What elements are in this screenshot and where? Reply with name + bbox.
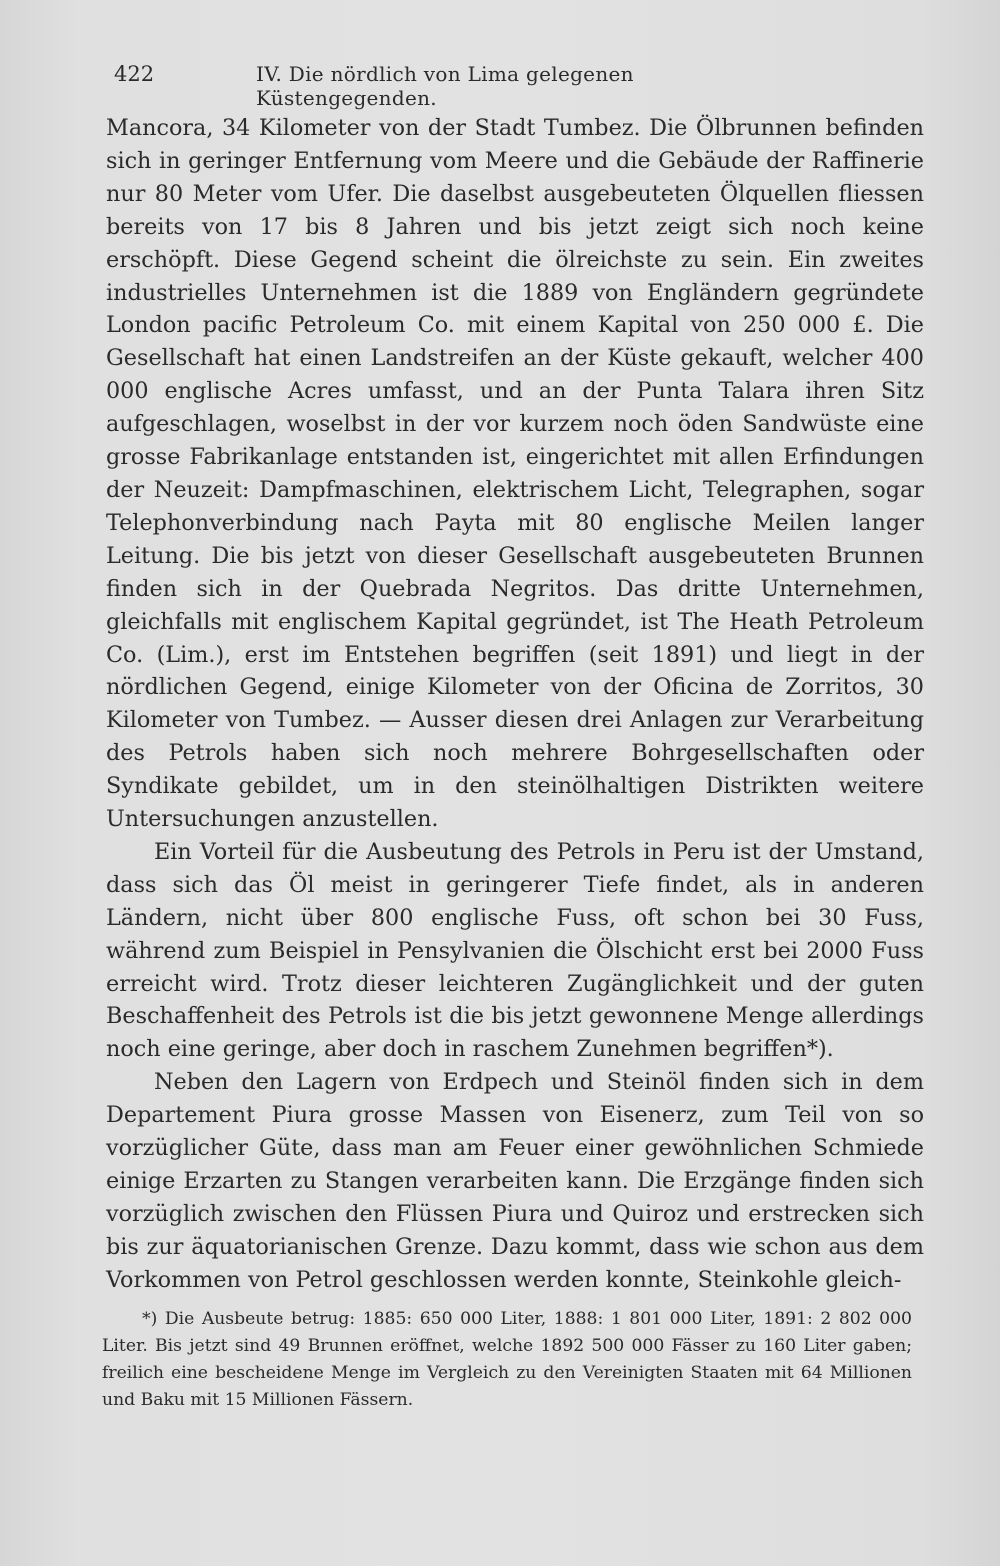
paragraph-2: Ein Vorteil für die Ausbeutung des Petrols in Peru ist der Umstand, dass sich das Öl meist in geringerer Tiefe findet, als in anderen Ländern, nicht über 800 englische Fuss, oft schon bei 30 Fuss, während zum Beispiel in Pensylvanien die Ölschicht erst bei 2000 Fuss erreicht wird. Trotz dieser leichteren Zugänglichkeit und der guten Beschaffenheit des Petrols ist die bis jetzt gewonnene Menge allerdings noch eine geringe, aber doch in raschem Zunehmen begriffen*). [106, 838, 924, 1063]
body-text [106, 112, 924, 1297]
footnote [102, 1306, 912, 1414]
paragraph-3: Neben den Lagern von Erdpech und Steinöl finden sich in dem Departement Piura grosse Massen von Eisenerz, zum Teil von so vorzüglicher Güte, dass man am Feuer einer gewöhnlichen Schmiede einige Erzarten zu Stangen verarbeiten kann. Die Erzgänge finden sich vorzüglich zwischen den Flüssen Piura und Quiroz und erstrecken sich bis zur äquatorianischen Grenze. Dazu kommt, dass wie schon aus dem Vorkommen von Petrol geschlossen werden konnte, Steinkohle gleich- [106, 1069, 924, 1293]
paragraph-1: Mancora, 34 Kilometer von der Stadt Tumbez. Die Ölbrunnen befinden sich in geringer Entfernung vom Meere und die Gebäude der Raffinerie nur 80 Meter vom Ufer. Die daselbst ausgebeuteten Ölquellen fliessen bereits von 17 bis 8 Jahren und bis jetzt zeigt sich noch keine erschöpft. Diese Gegend scheint die ölreichste zu sein. Ein zweites industrielles Unternehmen ist die 1889 von Engländern gegründete London pacific Petroleum Co. mit einem Kapital von 250 000 £. Die Gesellschaft hat einen Landstreifen an der Küste gekauft, welcher 400 000 englische Acres umfasst, und an der Punta Talara ihren Sitz aufgeschlagen, woselbst in der vor kurzem noch öden Sandwüste eine grosse Fabrikanlage entstanden ist, eingerichtet mit allen Erfindungen der Neuzeit: Dampfmaschinen, elektrischem Licht, Telegraphen, sogar Telephonverbindung nach Payta mit 80 englische Meilen langer Leitung. Die bis jetzt von dieser Gesellschaft ausgebeuteten Brunnen finden sich in der Quebrada Negritos. Das dritte Unternehmen, gleichfalls mit englischem Kapital gegründet, ist The Heath Petroleum Co. (Lim.), erst im Entstehen begriffen (seit 1891) und liegt in der nördlichen Gegend, einige Kilometer von der Oficina de Zorritos, 30 Kilometer von Tumbez. — Ausser diesen drei Anlagen zur Verarbeitung des Petrols haben sich noch mehrere Bohrgesellschaften oder Syndikate gebildet, um in den steinölhaltigen Distrikten weitere Untersuchungen anzustellen. [106, 115, 924, 833]
page-number: 422 [114, 62, 155, 86]
running-head: IV. Die nördlich von Lima gelegenen Küstengegenden. [256, 62, 634, 110]
footnote-text: *) Die Ausbeute betrug: 1885: 650 000 Liter, 1888: 1 801 000 Liter, 1891: 2 802 000 Liter. Bis jetzt sind 49 Brunnen eröffnet, welche 1892 500 000 Fässer zu 160 Liter gaben; freilich eine bescheidene Menge im Vergleich zu den Vereinigten Staaten mit 64 Millionen und Baku mit 15 Millionen Fässern. [102, 1309, 912, 1410]
